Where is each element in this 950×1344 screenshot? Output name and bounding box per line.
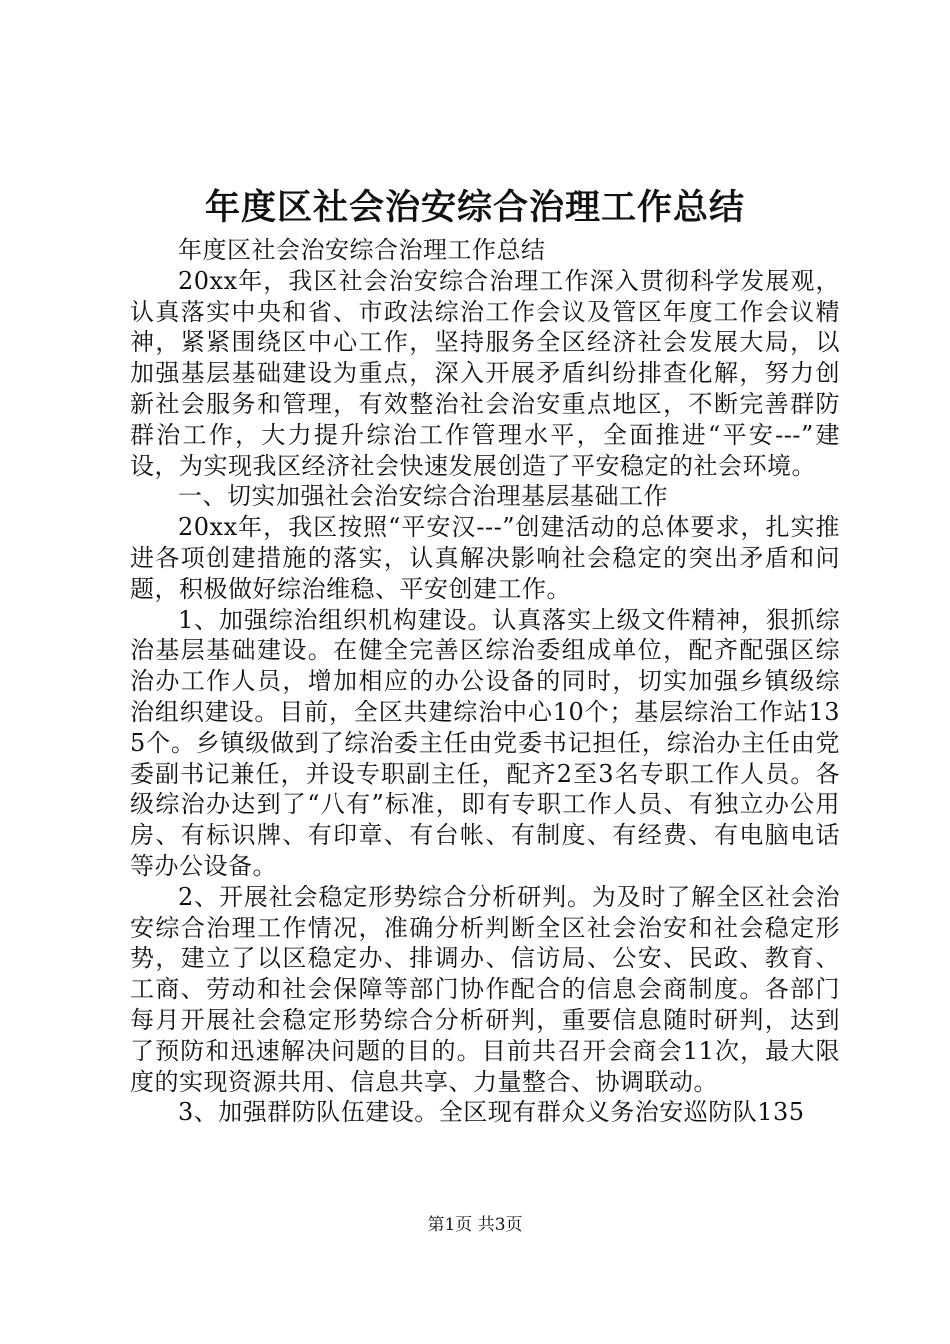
- paragraph-item-1: 1、加强综治组织机构建设。认真落实上级文件精神，狠抓综治基层基础建设。在健全完善区综治委组成单位，配齐配强区综治办工作人员，增加相应的办公设备的同时，切实加强乡镇级综治组织建设。目前，全区共建综治中心10个；基层综治工作站135个。乡镇级做到了综治委主任由党委书记担任，综治办主任由党委副书记兼任，并设专职副主任，配齐2至3名专职工作人员。各级综治办达到了“八有”标准，即有专职工作人员、有独立办公用房、有标识牌、有印章、有台帐、有制度、有经费、有电脑电话等办公设备。: [130, 605, 840, 880]
- document-title: 年度区社会治安综合治理工作总结: [204, 187, 745, 228]
- paragraph-subtitle: 年度区社会治安综合治理工作总结: [178, 236, 546, 264]
- section-heading-1: 一、切实加强社会治安综合治理基层基础工作: [178, 482, 668, 511]
- document-body: [130, 235, 840, 1128]
- paragraph-intro: 20xx年，我区社会治安综合治理工作深入贯彻科学发展观，认真落实中央和省、市政法综治工作会议及管区年度工作会议精神，紧紧围绕区中心工作，坚持服务全区经济社会发展大局，以加强基层基础建设为重点，深入开展矛盾纠纷排查化解，努力创新社会服务和管理，有效整治社会治安重点地区，不断完善群防群治工作，大力提升综治工作管理水平，全面推进“平安---”建设，为实现我区经济社会快速发展创造了平安稳定的社会环境。: [130, 266, 840, 480]
- paragraph-item-3: 3、加强群防队伍建设。全区现有群众义务治安巡防队135: [178, 1098, 805, 1127]
- paragraph-item-2: 2、开展社会稳定形势综合分析研判。为及时了解全区社会治安综合治理工作情况，准确分析判断全区社会治安和社会稳定形势，建立了以区稳定办、排调办、信访局、公安、民政、教育、工商、劳动和社会保障等部门协作配合的信息会商制度。各部门每月开展社会稳定形势综合分析研判，重要信息随时研判，达到了预防和迅速解决问题的目的。目前共召开会商会11次，最大限度的实现资源共用、信息共享、力量整合、协调联动。: [130, 882, 840, 1096]
- paragraph-section-1-intro: 20xx年，我区按照“平安汉---”创建活动的总体要求，扎实推进各项创建措施的落实，认真解决影响社会稳定的突出矛盾和问题，积极做好综治维稳、平安创建工作。: [130, 513, 840, 603]
- page-number-footer: 第1页 共3页: [427, 1215, 523, 1235]
